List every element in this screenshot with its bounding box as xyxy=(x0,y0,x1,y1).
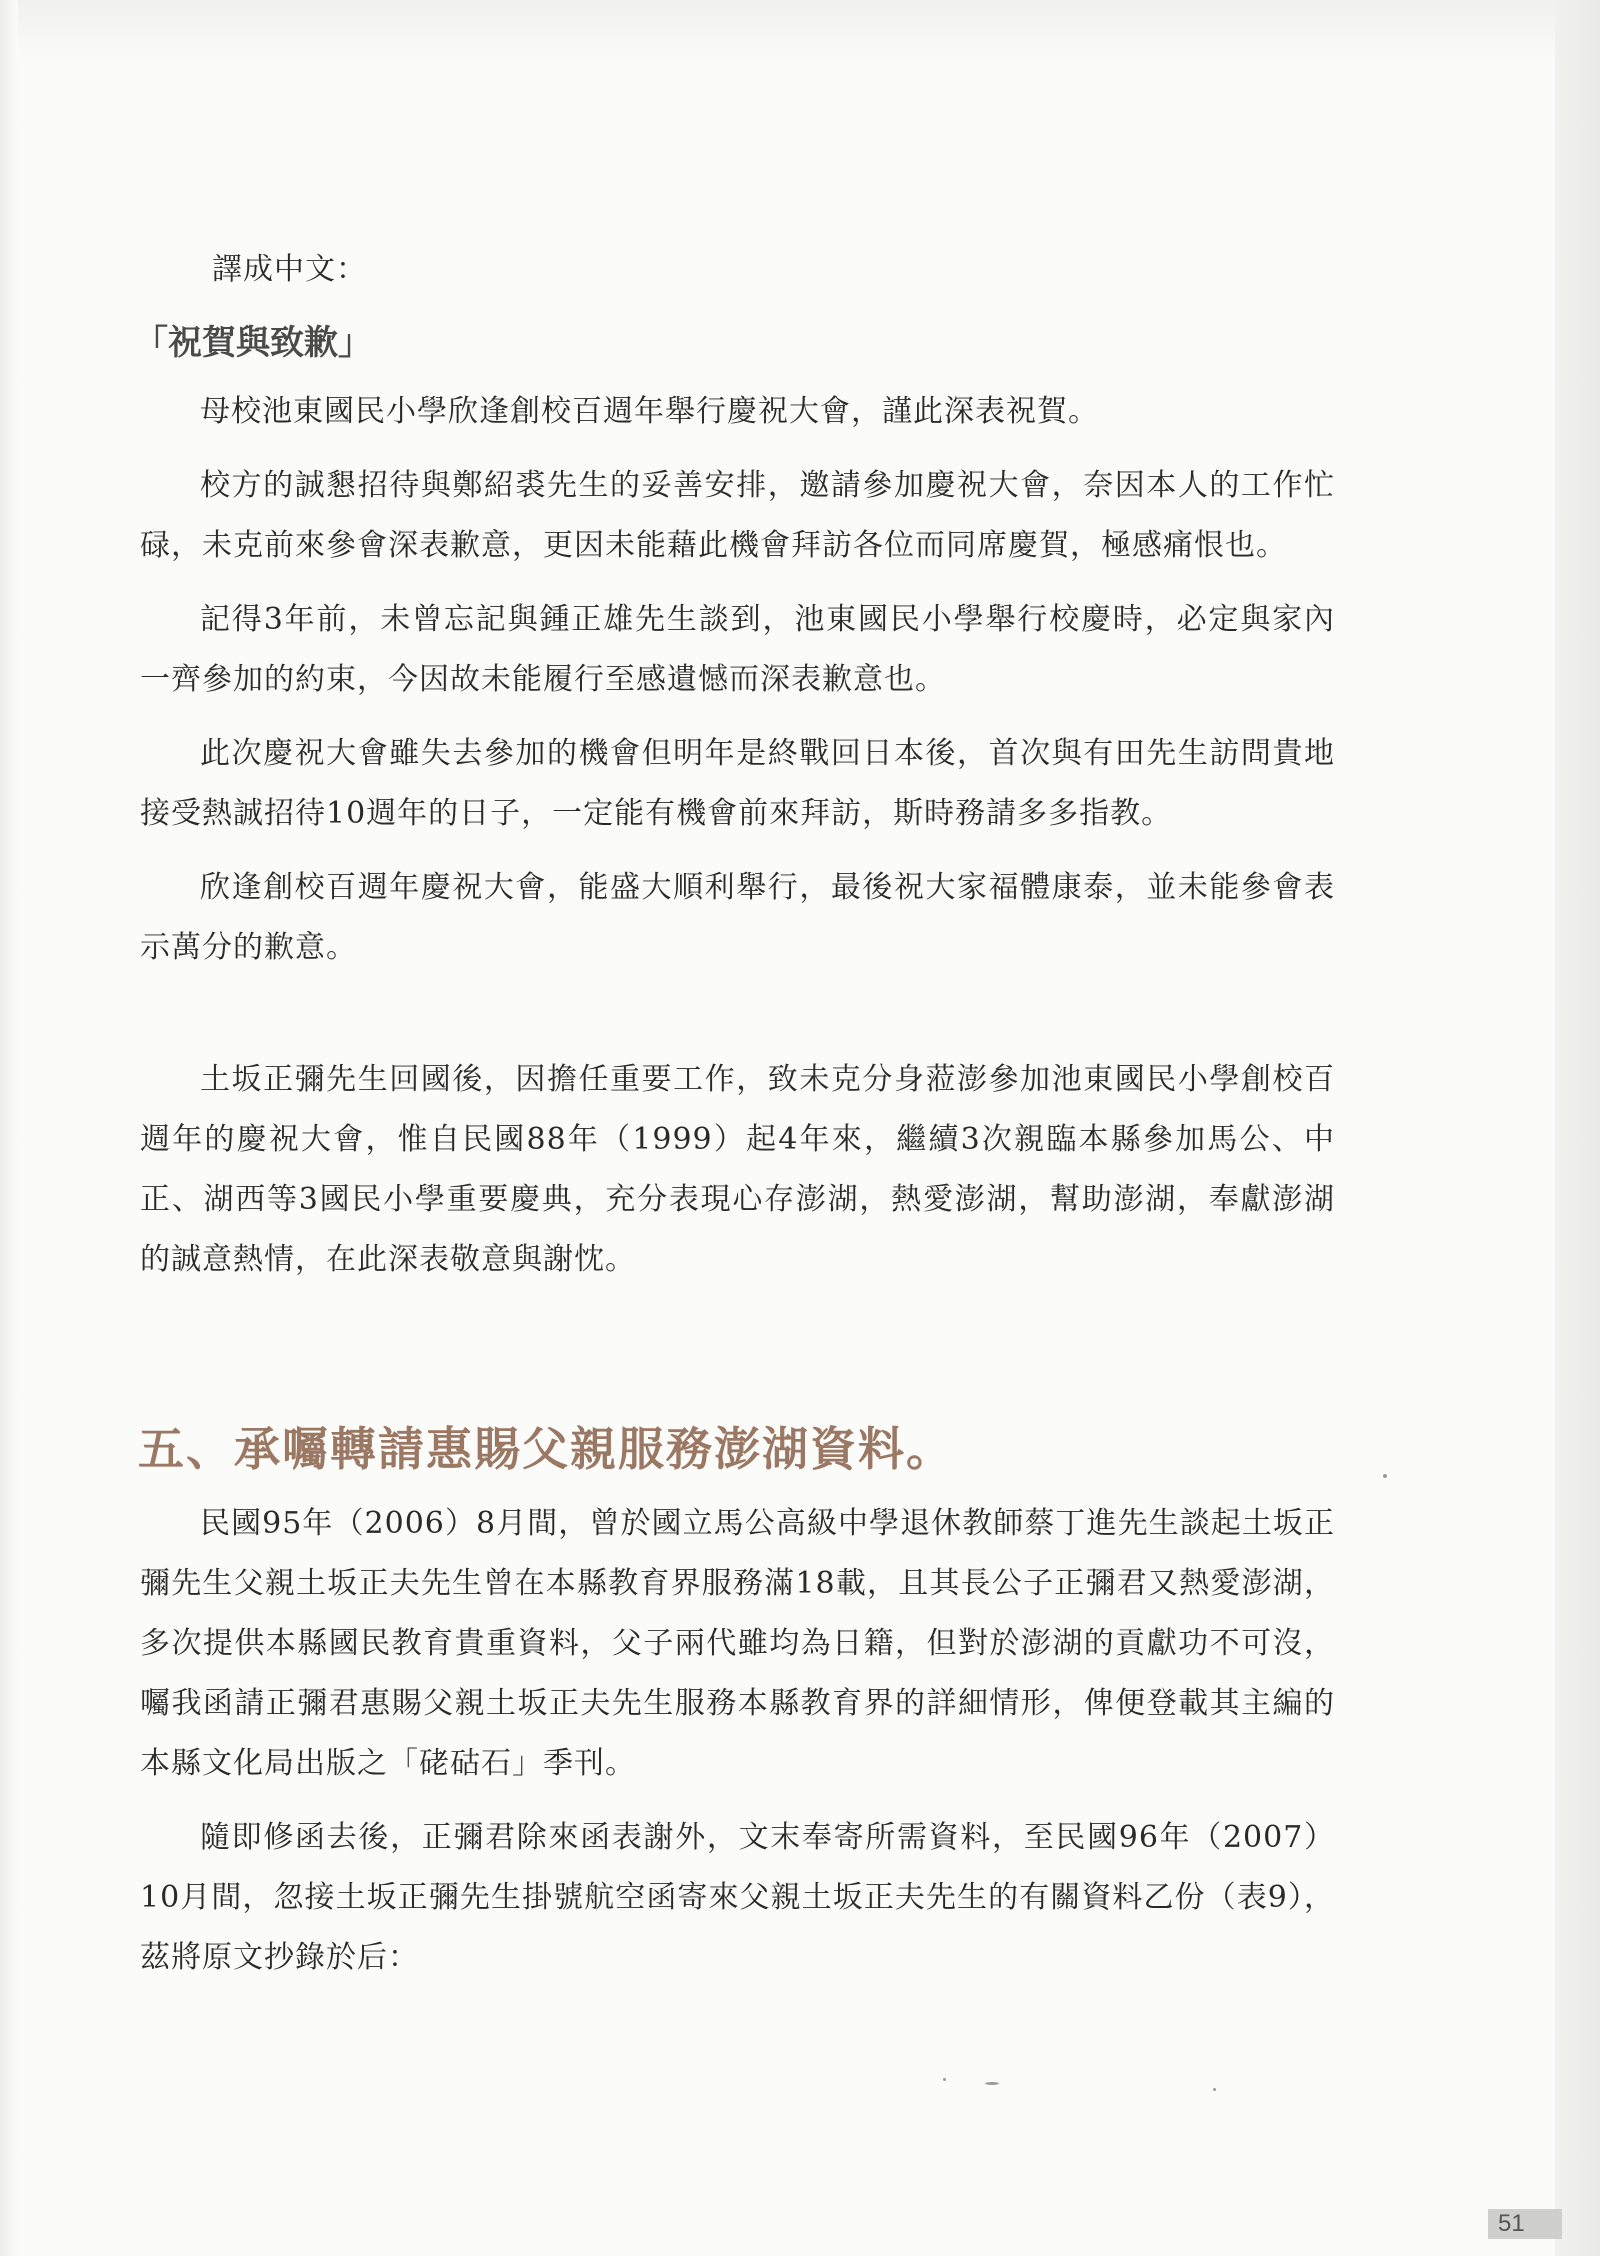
page-number: 51 xyxy=(1488,2209,1562,2239)
page-content xyxy=(134,240,1335,1988)
page-top-band xyxy=(0,0,1600,62)
letter-title: 「祝賀與致歉」 xyxy=(134,323,372,363)
scan-speck xyxy=(985,2082,999,2085)
letter-paragraph-5: 欣逢創校百週年慶祝大會，能盛大順利舉行，最後祝大家福體康泰，並未能參會表示萬分的歉意。 xyxy=(140,870,1335,965)
scan-speck xyxy=(943,2078,946,2081)
summary-paragraph: 土坂正彌先生回國後，因擔任重要工作，致未克分身蒞澎參加池東國民小學創校百週年的慶祝大會，惟自民國88年（1999）起4年來，繼續3次親臨本縣參加馬公、中正、湖西等3國民小學重要慶典，充分表現心存澎湖，熱愛澎湖，幫助澎湖，奉獻澎湖的誠意熱情，在此深表敬意與謝忱。 xyxy=(140,1062,1335,1277)
section-paragraph-2: 隨即修函去後，正彌君除來函表謝外，文末奉寄所需資料，至民國96年（2007）10月間，忽接土坂正彌先生掛號航空函寄來父親土坂正夫先生的有關資料乙份（表9），茲將原文抄錄於后： xyxy=(140,1820,1335,1975)
section-title: 五、承囑轉請惠賜父親服務澎湖資料。 xyxy=(138,1422,954,1476)
paragraph-spacer xyxy=(140,978,1335,1050)
section-spacer xyxy=(140,1290,1335,1412)
letter-paragraph-4: 此次慶祝大會雖失去參加的機會但明年是終戰回日本後，首次與有田先生訪問貴地接受熱誠招待10週年的日子，一定能有機會前來拜訪，斯時務請多多指教。 xyxy=(140,736,1335,831)
page-left-shadow xyxy=(0,0,18,2256)
intro-label: 譯成中文： xyxy=(212,252,367,287)
letter-paragraph-2: 校方的誠懇招待與鄭紹裘先生的妥善安排，邀請參加慶祝大會，奈因本人的工作忙碌，未克前來參會深表歉意，更因未能藉此機會拜訪各位而同席慶賀，極感痛恨也。 xyxy=(140,468,1335,563)
page-right-edge xyxy=(1555,0,1600,2256)
letter-paragraph-3: 記得3年前，未曾忘記與鍾正雄先生談到，池東國民小學舉行校慶時，必定與家內一齊參加的約束，今因故未能履行至感遺憾而深表歉意也。 xyxy=(140,602,1335,697)
letter-paragraph-1: 母校池東國民小學欣逢創校百週年舉行慶祝大會，謹此深表祝賀。 xyxy=(200,394,1099,429)
scan-speck xyxy=(1213,2088,1216,2091)
section-paragraph-1: 民國95年（2006）8月間，曾於國立馬公高級中學退休教師蔡丁進先生談起土坂正彌先生父親土坂正夫先生曾在本縣教育界服務滿18載，且其長公子正彌君又熱愛澎湖，多次提供本縣國民教育貴重資料，父子兩代雖均為日籍，但對於澎湖的貢獻功不可沒，囑我函請正彌君惠賜父親土坂正夫先生服務本縣教育界的詳細情形，俾便登載其主編的本縣文化局出版之「硓𥑮石」季刊。 xyxy=(140,1506,1335,1781)
scan-speck xyxy=(1383,1474,1387,1478)
